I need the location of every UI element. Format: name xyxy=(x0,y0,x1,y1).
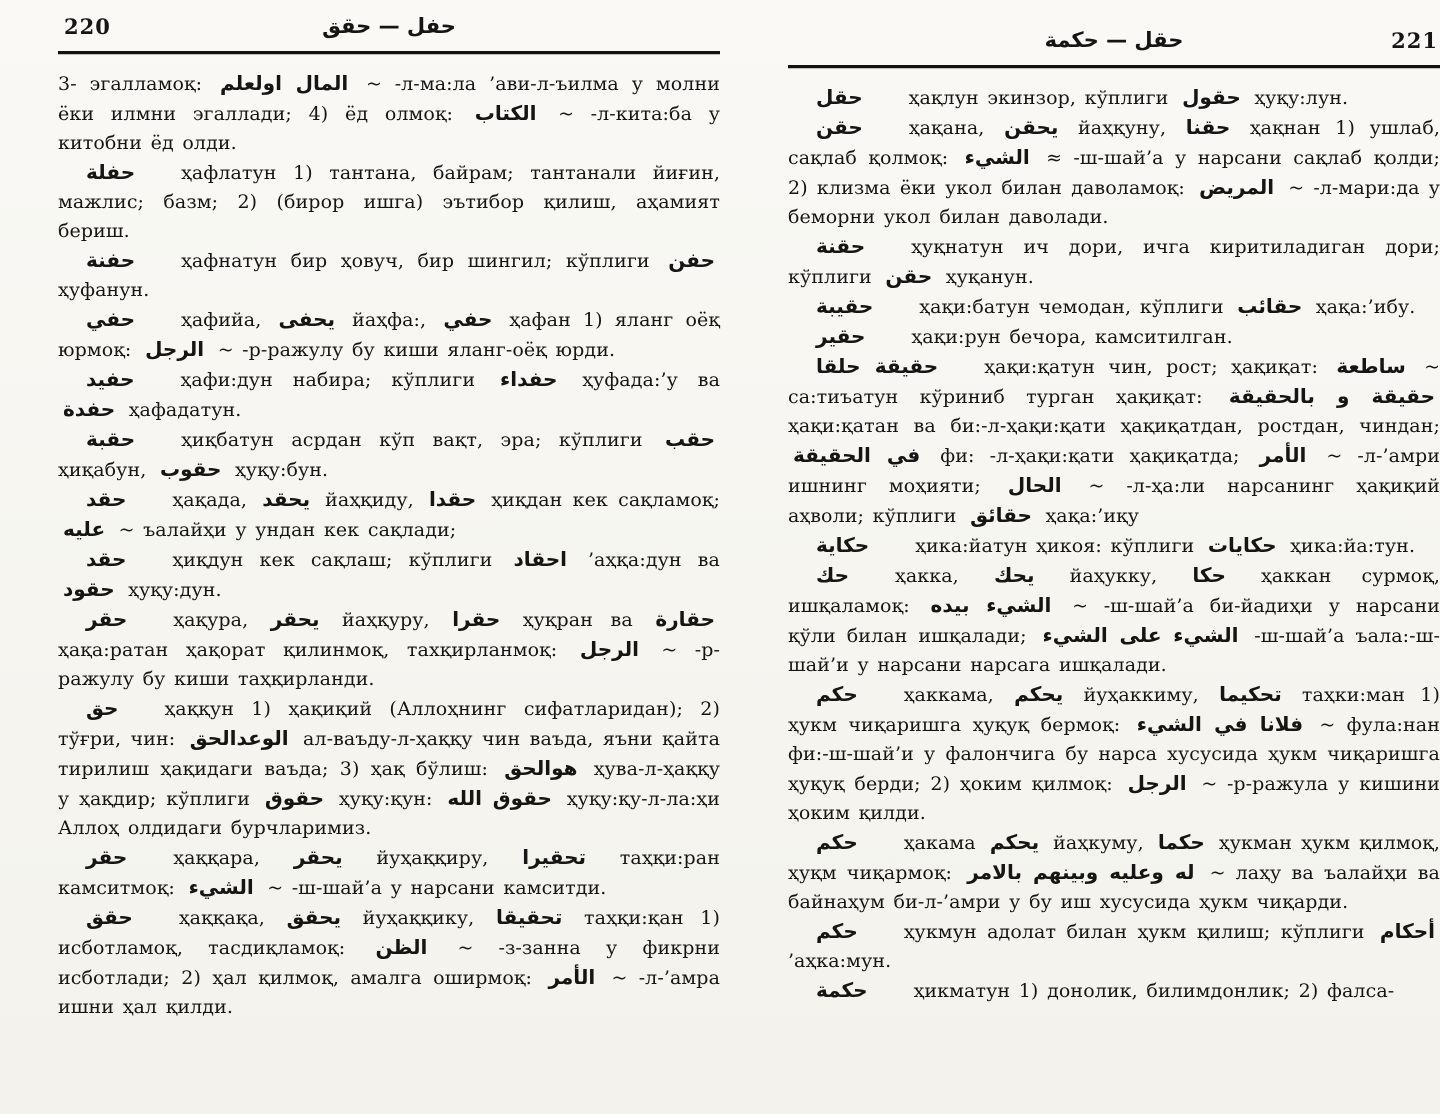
definition-text: фи: -л-ҳақи:қати ҳақиқатда; xyxy=(925,445,1255,467)
definition-text: ~ -л-кита:ба у китобни ёд олди. xyxy=(58,103,720,154)
definition-text: ’аҳқа:дун ва xyxy=(571,549,720,571)
arabic-term: المال اولعلم xyxy=(219,71,349,95)
definition-text: ~ -л-ҳа:ли нарсанинг ҳақиқий аҳволи; кўплиги xyxy=(788,475,1440,527)
arabic-term: المريض xyxy=(1199,175,1275,199)
definition-text: ҳаккан сурмоқ, ишқаламоқ: xyxy=(788,565,1440,617)
arabic-term: حفدة xyxy=(63,397,116,421)
definition-text: таҳқи:ран камситмоқ: xyxy=(58,847,720,899)
definition-text: ~ -р-ражулу бу киши яланг-оёқ юрди. xyxy=(209,339,616,361)
definition-text: ҳақада, xyxy=(172,489,258,511)
definition-text: ҳафадатун. xyxy=(120,399,242,421)
definition-text: ~ -ш-шай’а у нарсани камситди. xyxy=(258,877,607,899)
definition-text: ’аҳка:мун. xyxy=(788,950,892,972)
definition-text: ҳафийа, xyxy=(181,309,274,331)
dictionary-entry xyxy=(58,605,720,694)
arabic-term: حفن xyxy=(668,248,715,272)
arabic-headword: حفيد xyxy=(86,367,135,391)
running-head: حقل — حكمة xyxy=(1044,28,1184,52)
dictionary-entry xyxy=(788,561,1440,680)
arabic-headword: حكاية xyxy=(816,533,870,557)
dictionary-entry xyxy=(788,292,1440,322)
arabic-headword: حقر xyxy=(86,845,128,869)
arabic-term: فلانا في الشيء xyxy=(1136,712,1304,736)
dictionary-entry xyxy=(788,828,1440,917)
arabic-term: الشيء xyxy=(964,145,1030,169)
arabic-headword: حك xyxy=(816,563,850,587)
page-number: 221 xyxy=(1391,28,1438,53)
definition-text: йаҳқуру, xyxy=(324,609,448,631)
arabic-headword: حقيبة xyxy=(816,294,874,318)
definition-text: ҳафнатун бир ҳовуч, бир шингил; кўплиги xyxy=(181,250,664,272)
arabic-headword: حقن xyxy=(816,115,863,139)
definition-text: ҳақи:рун бечора, камситилган. xyxy=(911,326,1233,348)
definition-text: йаҳкуму, xyxy=(1044,832,1153,854)
arabic-term: الوعدالحق xyxy=(189,726,289,750)
arabic-term: يحفى xyxy=(278,307,336,331)
arabic-headword: حكم xyxy=(816,830,858,854)
arabic-term: عليه xyxy=(63,517,106,541)
definition-text: ҳика:йа:тун. xyxy=(1281,535,1416,557)
arabic-headword: حفنة xyxy=(86,248,136,272)
dictionary-entry xyxy=(788,83,1440,113)
arabic-term: الشيء xyxy=(188,875,254,899)
definition-text: йаҳфа:, xyxy=(340,309,439,331)
arabic-term: يحقن xyxy=(1004,115,1059,139)
arabic-term: حقود xyxy=(63,577,115,601)
arabic-headword: حكم xyxy=(816,682,858,706)
left-page xyxy=(58,12,720,1022)
definition-text: ~ -л-мари:да у беморни укол билан даволади. xyxy=(788,177,1440,228)
arabic-term: ساطعة xyxy=(1336,354,1406,378)
definition-text: ~ -р-ражула у кишини ҳоким қилди. xyxy=(788,773,1440,824)
dictionary-entry xyxy=(58,545,720,605)
definition-text: йуҳаккиму, xyxy=(1068,684,1215,706)
definition-text: ҳафи:дун набира; кўплиги xyxy=(180,369,495,391)
definition-text: ҳуқу:қун: xyxy=(329,788,443,810)
dictionary-entry xyxy=(788,976,1440,1006)
arabic-term: حقول xyxy=(1182,85,1241,109)
definition-text: ҳува-л-ҳаққу у ҳақдир; кўплиги xyxy=(58,758,720,810)
arabic-term: الرجل xyxy=(145,337,205,361)
definition-text: ҳақа:’иқу xyxy=(1036,505,1140,527)
arabic-headword: حقبة xyxy=(86,427,136,451)
arabic-term: حقب xyxy=(665,427,715,451)
definition-text: ҳуфада:’у ва xyxy=(562,369,721,391)
dictionary-entry xyxy=(788,531,1440,561)
dictionary-entry xyxy=(788,352,1440,531)
header-rule xyxy=(58,51,720,54)
right-page-header xyxy=(788,26,1440,62)
definition-text: ҳиқабун, xyxy=(58,459,155,481)
dictionary-entry xyxy=(58,425,720,485)
arabic-term: حقوق الله xyxy=(447,786,552,810)
definition-text: ҳуқанун. xyxy=(937,266,1034,288)
arabic-term: حقوب xyxy=(159,457,222,481)
arabic-term: حفداء xyxy=(500,367,558,391)
arabic-headword: حقق xyxy=(86,905,133,929)
dictionary-entry xyxy=(788,322,1440,352)
definition-text: ҳуфанун. xyxy=(58,279,150,301)
arabic-term: حقدا xyxy=(428,487,477,511)
definition-text: йаҳқиду, xyxy=(315,489,424,511)
arabic-headword: حقد xyxy=(86,487,127,511)
arabic-term: حقرا xyxy=(452,607,501,631)
arabic-headword: حقل xyxy=(816,85,863,109)
arabic-term: حفي xyxy=(443,307,493,331)
arabic-term: حكايات xyxy=(1207,533,1277,557)
definition-text: ~ фула:нан фи:-ш-шай’и у фалончига бу нарса хусусида ҳукм чиқаришга ҳуқуқ берди; 2) ҳоким қилмоқ: xyxy=(788,714,1440,795)
definition-text: ~ -ш-шай’а би-йадиҳи у нарсани қўли билан ишқалади; xyxy=(788,595,1440,647)
dictionary-entry xyxy=(788,917,1440,976)
arabic-term: له وعليه وبينهم بالامر xyxy=(967,860,1195,884)
definition-text: ҳақнан 1) ушлаб, сақлаб қолмоқ: xyxy=(788,117,1440,169)
arabic-headword: حق xyxy=(86,696,119,720)
arabic-headword: حقيقة حلقا xyxy=(816,354,939,378)
arabic-term: يحكم xyxy=(989,830,1040,854)
arabic-term: حقن xyxy=(885,264,933,288)
arabic-term: حقوق xyxy=(264,786,325,810)
definition-text: таҳки:ман 1) ҳукм чиқаришга ҳуқуқ бермоқ: xyxy=(788,684,1440,736)
page-body xyxy=(788,83,1440,1006)
definition-text: йаҳқуну, xyxy=(1063,117,1181,139)
arabic-term: حقارة xyxy=(655,607,715,631)
arabic-term: حقيقة و بالحقيقة xyxy=(1228,384,1435,408)
arabic-term: الرجل xyxy=(1127,771,1187,795)
definition-text: ҳакка, xyxy=(895,565,989,587)
arabic-term: يحك xyxy=(993,563,1035,587)
definition-text: ҳуқу:бун. xyxy=(226,459,329,481)
definition-text: ~ ъалайҳи у ундан кек сақлади; xyxy=(110,519,457,541)
arabic-term: هوالحق xyxy=(504,756,578,780)
definition-text: ҳақи:қатун чин, рост; ҳақиқат: xyxy=(984,356,1332,378)
arabic-headword: حفلة xyxy=(86,160,136,184)
definition-text: йуҳаққику, xyxy=(346,907,492,929)
dictionary-entry xyxy=(58,246,720,305)
arabic-headword: حقد xyxy=(86,547,127,571)
page-number: 220 xyxy=(64,14,111,39)
definition-text: ҳақлун экинзор, кўплиги xyxy=(908,87,1178,109)
definition-text: ҳуқу:дун. xyxy=(119,579,222,601)
arabic-term: تحقيرا xyxy=(522,845,587,869)
definition-text: ҳақана, xyxy=(908,117,1000,139)
definition-text: ҳуқу:қу-л-ла:ҳи Аллоҳ олдидаги бурчларимиз. xyxy=(58,788,721,839)
definition-text: ~ са:тиъатун кўриниб турган ҳақиқат: xyxy=(788,356,1440,408)
arabic-term: الرجل xyxy=(579,637,639,661)
arabic-term: الشيء بيده xyxy=(930,593,1052,617)
dictionary-entry xyxy=(58,365,720,425)
dictionary-entry xyxy=(58,69,720,158)
running-head: حفل — حقق xyxy=(322,14,456,38)
definition-text: ҳақа:’ибу. xyxy=(1307,296,1416,318)
arabic-term: يحقر xyxy=(293,845,343,869)
definition-text: ҳуқран ва xyxy=(505,609,651,631)
arabic-headword: حقر xyxy=(86,607,128,631)
arabic-term: يحكم xyxy=(1014,682,1064,706)
definition-text: ~ -з-занна у фикрни исботлади; 2) ҳал қилмоқ, амалга оширмоқ: xyxy=(58,937,720,989)
definition-text: ҳаққақа, xyxy=(178,907,282,929)
definition-text: ҳақура, xyxy=(173,609,266,631)
arabic-term: يحقق xyxy=(286,905,342,929)
arabic-term: تحقيقا xyxy=(496,905,563,929)
dictionary-entry xyxy=(58,843,720,903)
arabic-term: في الحقيقة xyxy=(793,443,921,467)
left-page-header xyxy=(58,12,720,48)
dictionary-entry xyxy=(58,305,720,365)
definition-text: ~ -р-ражулу бу киши таҳқирланди. xyxy=(58,639,721,690)
definition-text: йуҳаққиру, xyxy=(347,847,518,869)
arabic-term: أحكام xyxy=(1379,919,1435,943)
definition-text: ҳикматун 1) донолик, билимдонлик; 2) фалса- xyxy=(913,980,1395,1002)
arabic-term: تحكيما xyxy=(1219,682,1282,706)
dictionary-entry xyxy=(58,158,720,246)
arabic-term: حكا xyxy=(1192,563,1226,587)
dictionary-entry xyxy=(58,903,720,1022)
arabic-headword: حكمة xyxy=(816,978,868,1002)
definition-text: ≈ -ш-шай’а у нарсани сақлаб қолди; 2) клизма ёки укол билан даволамоқ: xyxy=(788,147,1440,199)
arabic-term: حقائق xyxy=(970,503,1032,527)
definition-text: ҳақи:қатан ва би:-л-ҳақи:қати ҳақиқатдан, ростдан, чиндан; xyxy=(788,415,1440,437)
definition-text: ~ лаҳу ва ъалайҳи ва байнаҳум би-л-’амри у бу иш хусусида ҳукм чиқарди. xyxy=(788,862,1440,913)
definition-text: ҳиқбатун асрдан кўп вақт, эра; кўплиги xyxy=(181,429,661,451)
definition-text: ~ -л-’амра ишни ҳал қилди. xyxy=(58,967,720,1018)
arabic-term: الكتاب xyxy=(474,101,537,125)
definition-text: -ш-шай’а ъала:-ш-шай’и у нарсани нарсага ишқалади. xyxy=(788,625,1440,676)
definition-text: ҳаққара, xyxy=(173,847,289,869)
arabic-headword: حقنة xyxy=(816,234,866,258)
definition-text: ҳиқдан кек сақламоқ; xyxy=(481,489,720,511)
right-page xyxy=(788,26,1440,1006)
definition-text: ~ -л-ма:ла ’ави-л-ъилма у молни ёки илмни эгаллади; 4) ёд олмоқ: xyxy=(58,73,720,125)
dictionary-entry xyxy=(788,113,1440,232)
arabic-term: الظن xyxy=(375,935,428,959)
definition-text: ал-ваъду-л-ҳаққу чин ваъда, яъни қайта тирилиш ҳақидаги ваъда; 3) ҳақ бўлиш: xyxy=(58,728,720,780)
definition-text: ҳаққун 1) ҳақиқий (Аллоҳнинг сифатларидан); 2) тўғри, чин: xyxy=(58,698,720,750)
dictionary-entry xyxy=(788,232,1440,292)
arabic-term: حقنا xyxy=(1185,115,1231,139)
definition-text: ҳукман ҳукм қилмоқ, ҳуқм чиқармоқ: xyxy=(788,832,1440,884)
arabic-headword: حفي xyxy=(86,307,136,331)
definition-text: ҳафан 1) яланг оёқ юрмоқ: xyxy=(58,309,720,361)
arabic-term: يحقد xyxy=(262,487,311,511)
dictionary-entry xyxy=(58,694,720,843)
arabic-term: الحال xyxy=(1007,473,1062,497)
dictionary-entry xyxy=(58,485,720,545)
definition-text: ҳаккама, xyxy=(903,684,1010,706)
definition-text: ~ -л-’амри ишнинг моҳияти; xyxy=(788,445,1440,497)
arabic-term: الشيء على الشيء xyxy=(1042,623,1239,647)
arabic-headword: حقير xyxy=(816,324,866,348)
arabic-term: حكما xyxy=(1157,830,1205,854)
definition-text: 3- эгалламоқ: xyxy=(58,73,215,95)
page-body xyxy=(58,69,720,1022)
definition-text: ҳукмун адолат билан ҳукм қилиш; кўплиги xyxy=(903,921,1375,943)
arabic-term: الأمر xyxy=(548,965,596,989)
arabic-term: احقاد xyxy=(513,547,567,571)
dictionary-entry xyxy=(788,680,1440,828)
arabic-term: يحقر xyxy=(270,607,320,631)
definition-text: ҳуқу:лун. xyxy=(1245,87,1349,109)
arabic-headword: حكم xyxy=(816,919,858,943)
definition-text: ҳуқнатун ич дори, ичга киритиладиган дори; кўплиги xyxy=(788,236,1440,288)
header-rule xyxy=(788,65,1440,68)
definition-text: ҳақа:ратан ҳақорат қилинмоқ, тахқирланмоқ: xyxy=(58,639,575,661)
definition-text: ҳиқдун кек сақлаш; кўплиги xyxy=(172,549,509,571)
arabic-term: حقائب xyxy=(1237,294,1303,318)
definition-text: ҳакама xyxy=(903,832,985,854)
arabic-term: الأمر xyxy=(1259,443,1307,467)
definition-text: ҳақи:батун чемодан, кўплиги xyxy=(919,296,1233,318)
definition-text: йаҳукку, xyxy=(1039,565,1188,587)
definition-text: ҳафлатун 1) тантана, байрам; тантанали йиғин, мажлис; базм; 2) (бирор ишга) эътибор қилиш, аҳамият бериш. xyxy=(58,162,720,242)
definition-text: ҳика:йатун ҳикоя: кўплиги xyxy=(915,535,1203,557)
definition-text: таҳқи:қан 1) исботламоқ, тасдиқламоқ: xyxy=(58,907,721,959)
